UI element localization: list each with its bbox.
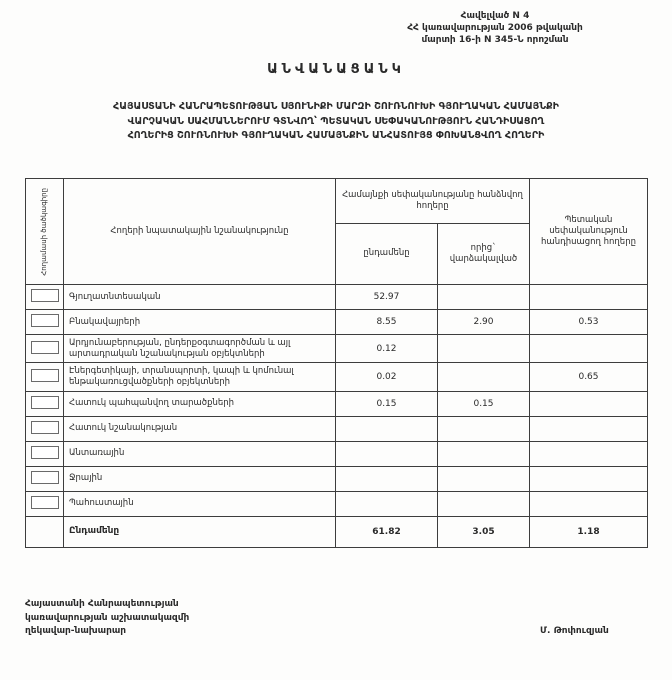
leased-value [438,416,530,441]
code-column-header: Հողամասի ծածկագիրը [40,187,49,276]
community-total-value: 8.55 [336,310,438,335]
state-value [530,466,648,491]
table-header-row-1 [26,179,648,224]
code-box [31,314,59,327]
code-cell [26,391,64,416]
table-row [26,491,648,516]
state-value [530,391,648,416]
land-table [25,178,648,548]
code-cell [26,441,64,466]
subcolumn-leased-header: որից` վարձակալված [438,224,530,285]
table-body [26,285,648,517]
code-cell [26,335,64,363]
purpose-label: Ջրային [64,466,336,491]
community-total-value [336,416,438,441]
leased-value: 0.15 [438,391,530,416]
code-cell [26,285,64,310]
state-value [530,441,648,466]
code-cell [26,416,64,441]
leased-value [438,363,530,391]
annex-reference [330,10,660,46]
state-column-header: Պետական սեփականություն հանդիսացող հողերը [530,179,648,285]
purpose-label: Բնակավայրերի [64,310,336,335]
annex-reference-line2: ՀՀ կառավարության 2006 թվականի [407,23,583,34]
table-row [26,335,648,363]
code-box [31,421,59,434]
document-subtitle-line2: ՎԱՐՉԱԿԱՆ ՍԱՀՄԱՆՆԵՐՈՒՄ ԳՏՆՎՈՂ՝ ՊԵՏԱԿԱՆ ՍԵՓԱԿԱՆՈՒԹՅՈՒՆ ՀԱՆԴԻՍԱՑՈՂ [127,115,545,127]
annex-reference-line1: Հավելված N 4 [460,11,530,21]
leased-value [438,335,530,363]
state-value [530,285,648,310]
code-box [31,471,59,484]
signatory-title-line2: կառավարության աշխատակազմի [25,612,190,623]
document-subtitle-line1: ՀԱՅԱՍՏԱՆԻ ՀԱՆՐԱՊԵՏՈՒԹՅԱՆ ՍՅՈՒՆԻՔԻ ՄԱՐԶԻ ՇՈՒՌՆՈՒԽԻ ԳՅՈՒՂԱԿԱՆ ՀԱՄԱՅՆՔԻ [113,101,559,112]
community-total-value: 0.15 [336,391,438,416]
code-box [31,396,59,409]
total-code-cell [26,516,64,547]
state-value [530,335,648,363]
code-cell [26,310,64,335]
leased-value [438,285,530,310]
purpose-label: Էներգետիկայի, տրանսպորտի, կապի և կոմունալ ենթակառուցվածքների օբյեկտների [64,363,336,391]
leased-value [438,441,530,466]
code-cell [26,466,64,491]
signatory-title-line1: Հայաստանի Հանրապետության [25,599,179,609]
community-total-value: 52.97 [336,285,438,310]
code-box [31,289,59,302]
table-row [26,416,648,441]
purpose-label: Պահուստային [64,491,336,516]
state-value [530,416,648,441]
total-label: Ընդամենը [64,516,336,547]
table-row [26,391,648,416]
community-total-value [336,441,438,466]
code-cell [26,491,64,516]
code-box [31,341,59,354]
code-box [31,496,59,509]
state-value: 0.65 [530,363,648,391]
table-row [26,285,648,310]
leased-value [438,491,530,516]
signatory-title-block [25,598,189,639]
total-row [26,516,648,547]
purpose-label: Արդյունաբերության, ընդերքօգտագործման և այլ արտադրական նշանակության օբյեկտների [64,335,336,363]
purpose-label: Անտառային [64,441,336,466]
purpose-label: Հատուկ պահպանվող տարածքների [64,391,336,416]
total-leased-value: 3.05 [438,516,530,547]
table-row [26,466,648,491]
total-sum-value: 61.82 [336,516,438,547]
signatory-title-line3: ղեկավար-նախարար [25,626,127,636]
document-subtitle [14,100,658,144]
land-table-wrapper [25,178,647,548]
community-group-header: Համայնքի սեփականությանը հանձնվող հողերը [336,179,530,224]
leased-value [438,466,530,491]
code-box [31,369,59,382]
annex-reference-line3: մարտի 16-ի N 345-Ն որոշման [421,35,569,46]
table-row [26,310,648,335]
leased-value: 2.90 [438,310,530,335]
community-total-value: 0.12 [336,335,438,363]
document-title: ԱՆՎԱՆԱՑԱՆԿ [267,62,405,77]
community-total-value: 0.02 [336,363,438,391]
purpose-label: Գյուղատնտեսական [64,285,336,310]
table-row [26,363,648,391]
total-state-value: 1.18 [530,516,648,547]
document-subtitle-line3: ՀՈՂԵՐԻՑ ՇՈՒՌՆՈՒԽԻ ԳՅՈՒՂԱԿԱՆ ՀԱՄԱՅՆՔԻՆ ԱՆՀԱՏՈՒՅՑ ՓՈԽԱՆՑՎՈՂ ՀՈՂԵՐԻ [127,130,545,142]
state-value [530,491,648,516]
state-value: 0.53 [530,310,648,335]
signatory-name: Մ. Թոփուզյան [540,626,609,636]
community-total-value [336,491,438,516]
code-cell [26,363,64,391]
table-row [26,441,648,466]
code-box [31,446,59,459]
purpose-column-header: Հողերի նպատակային նշանակությունը [64,179,336,285]
community-total-value [336,466,438,491]
subcolumn-total-header: ընդամենը [336,224,438,285]
purpose-label: Հատուկ նշանակության [64,416,336,441]
code-column-header-cell [26,179,64,285]
